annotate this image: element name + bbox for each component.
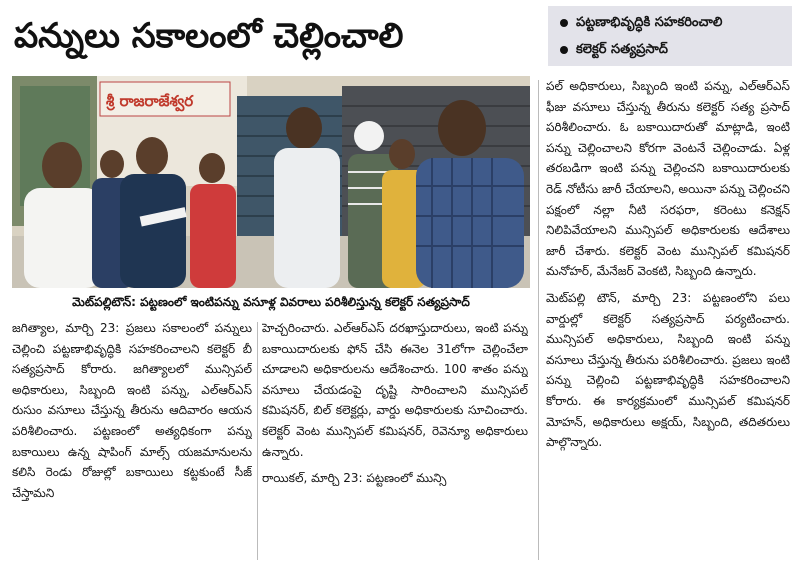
article-paragraph: పల్ అధికారులు, సిబ్బంది ఇంటి పన్ను, ఎల్ఆర్ఎస్ ఫీజు వసూలు చేస్తున్న తీరును కలెక్టర్ సత్య ప్రసాద్ పరిశీలించారు. ఓ బకాయిదారుతో మాట్లాడి, ఇంటి పన్ను చెల్లించాలని కోరగా వెంటనే చెల్లించాడు. ఏళ్ల తరబడిగా ఇంటి పన్ను చెల్లించని బకాయిదారులకు రెడ్ నోటీసు జారీ చేయాలని, అయినా పన్ను చెల్లించని పక్షంలో నల్లా నీటి సరఫరా, కరెంటు కనెక్షన్ నిలిపివేయాలని మున్సిపల్ అధికారులకు ఆదేశాలు జారీ చేశారు. కలెక్టర్ వెంట మున్సిపల్ కమిషనర్ మనోహర్, మేనేజర్ వెంకటి, సిబ్బంది ఉన్నారు. [546,79,790,279]
subhead-development [560,11,786,35]
article-paragraph: హెచ్చరించారు. ఎల్ఆర్ఎస్ దరఖాస్తుదారులు, ఇంటి పన్ను బకాయిదారులకు ఫోన్ చేసి ఈనెల 31లోగా చెల్లించేలా చూడాలని అధికారులను ఆదేశించారు. 100 శాతం పన్ను వసూలు చేయడంపై దృష్టి సారించాలని మున్సిపల్ కమిషనర్, బిల్ కలెక్టర్లు, వార్డు అధికారులకు సూచించారు. కలెక్టర్ వెంట మున్సిపల్ కమిషనర్, రెవెన్యూ అధికారులు ఉన్నారు. [262,321,528,459]
article-column-1 [12,318,252,563]
photo-caption: మెట్‌పల్లిటౌన్: పట్టణంలో ఇంటిపన్ను వసూళ్ల వివరాలు పరిశీలిస్తున్న కలెక్టర్ సత్యప్రసాద్ [12,290,530,314]
shop-sign-text: శ్రీ రాజరాజేశ్వర [106,92,194,110]
photo-illustration [12,76,530,288]
subheads-box [548,6,792,66]
headline: పన్నులు సకాలంలో చెల్లించాలి [14,16,404,56]
article-column-2 [262,318,528,563]
column-divider [257,322,258,560]
subhead-text: పట్టణాభివృద్ధికి సహకరించాలి [576,15,723,30]
article-paragraph: రాయికల్, మార్చి 23: పట్టణంలో మున్సి [262,471,447,486]
article-paragraph: మెట్‌పల్లి టౌన్, మార్చి 23: పట్టణంలోని పలు వార్డుల్లో కలెక్టర్ సత్యప్రసాద్ పర్యటించారు. మున్సిపల్ అధికారులు, సిబ్బంది ఇంటి పన్ను వసూలు చేస్తున్న తీరును పరిశీలించారు. ప్రజలు ఇంటి పన్ను చెల్లించి పట్టణాభివృద్ధికి సహకరించాలని కోరారు. ఈ కార్యక్రమంలో మున్సిపల్ కమిషనర్ మోహన్, అధికారులు అక్షయ్, సిబ్బంది, తదితరులు పాల్గొన్నారు. [546,290,790,450]
article-column-3 [546,76,790,563]
bullet-icon [560,19,568,27]
news-photo [12,76,530,288]
subhead-text: కలెక్టర్ సత్యప్రసాద్ [576,42,668,57]
article-paragraph: జగిత్యాల, మార్చి 23: ప్రజలు సకాలంలో పన్నులు చెల్లించి పట్టణాభివృద్ధికి సహకరించాలని కలెక్టర్ బీ సత్యప్రసాద్ కోరారు. జగిత్యాలలో మున్సిపల్ అధికారులు, సిబ్బంది ఇంటి పన్ను, ఎల్ఆర్ఎస్ రుసుం వసూలు చేస్తున్న తీరును ఆదివారం ఆయన పరిశీలించారు. పట్టణంలో అత్యధికంగా పన్ను బకాయిలు ఉన్న షాపింగ్ మాల్స్ యజమానులను కలిసి రెండు రోజుల్లో బకాయిలు కట్టకుంటే సీజ్ చేస్తామని [12,321,252,500]
column-divider [538,80,539,560]
bullet-icon [560,46,568,54]
subhead-collector [560,38,786,62]
